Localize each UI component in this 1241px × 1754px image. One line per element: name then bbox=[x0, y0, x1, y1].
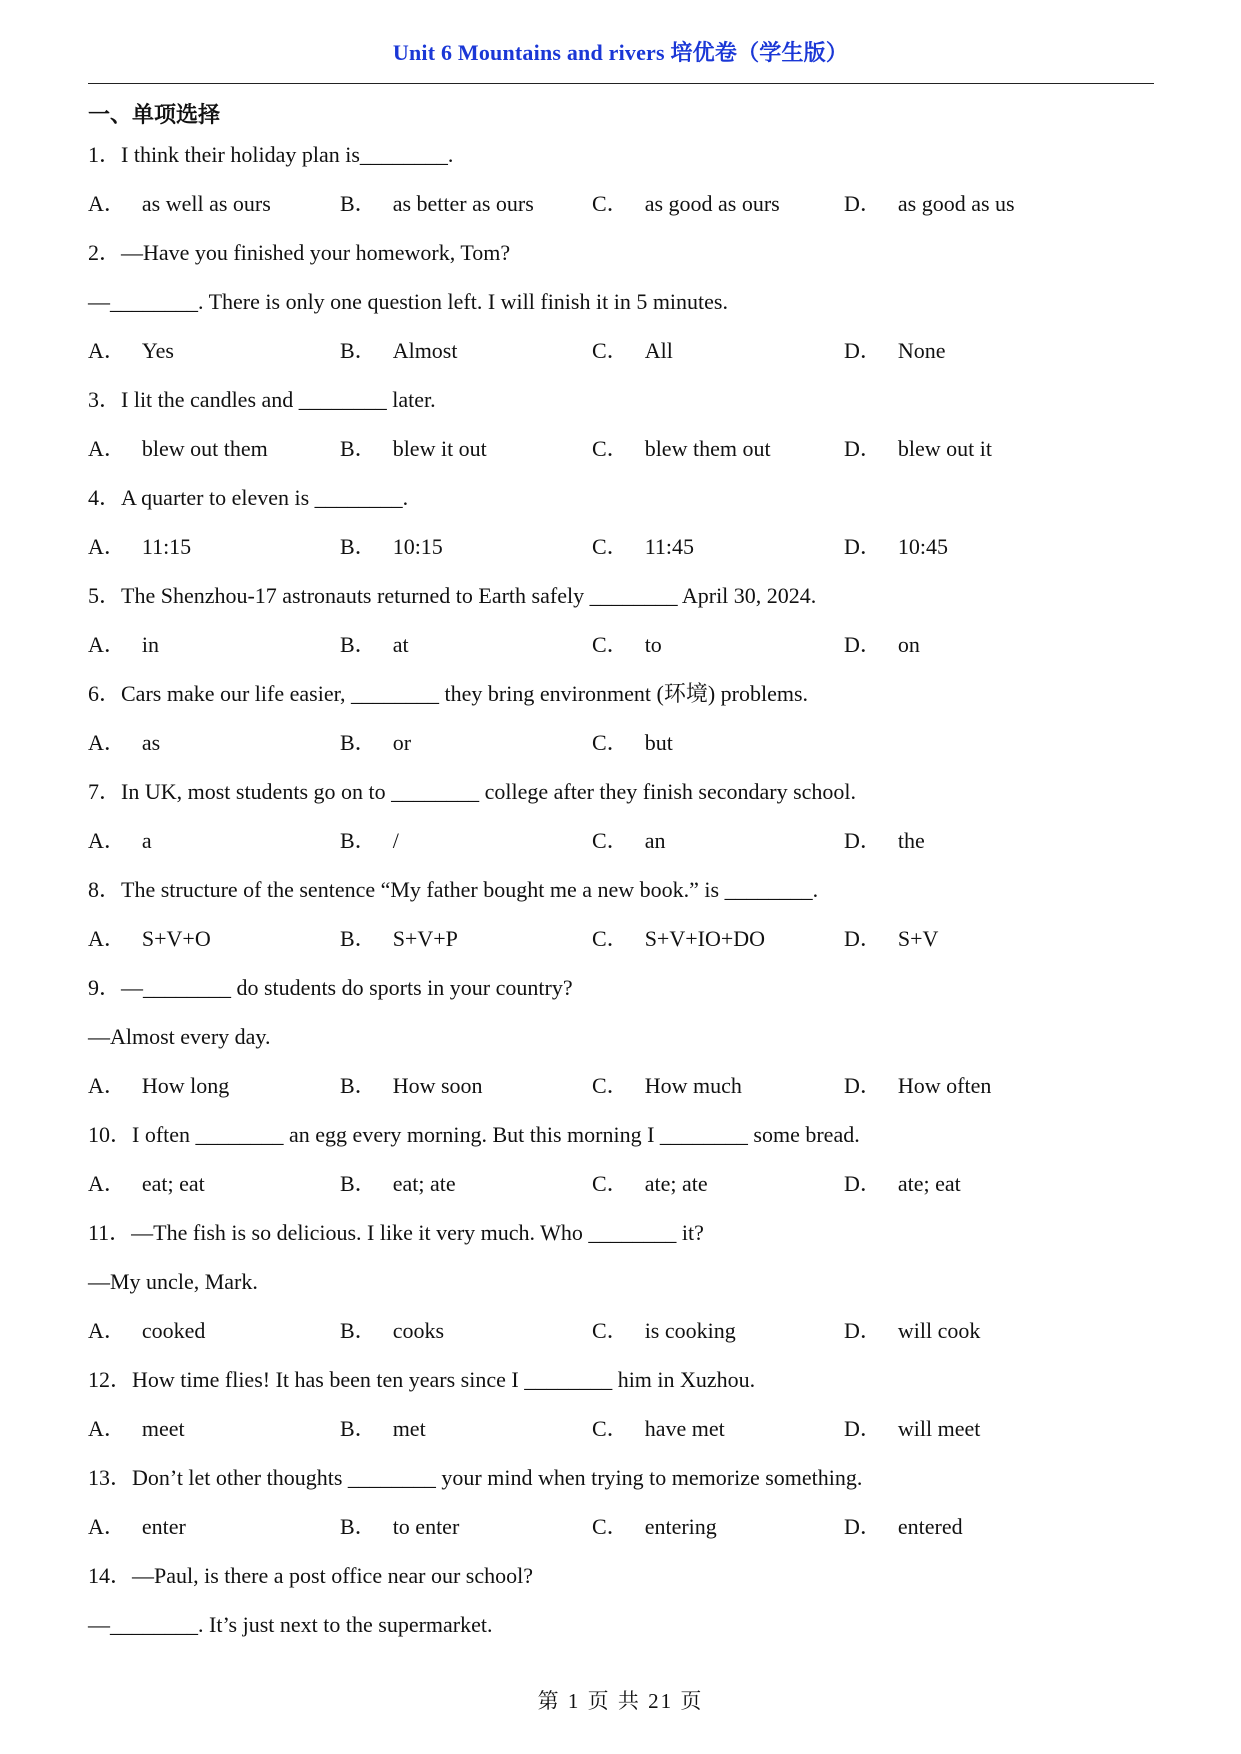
answer-option bbox=[88, 534, 192, 559]
question-text: —________. It’s just next to the supermarket. bbox=[88, 1612, 493, 1637]
option-text: entering bbox=[644, 1514, 717, 1539]
option-letter: B． bbox=[340, 828, 377, 853]
answer-option bbox=[844, 632, 920, 657]
option-letter: D． bbox=[844, 1514, 882, 1539]
option-letter: A． bbox=[88, 534, 126, 559]
answer-option bbox=[340, 191, 534, 216]
option-text: eat; eat bbox=[141, 1171, 205, 1196]
option-letter: B． bbox=[340, 730, 377, 755]
option-text: Almost bbox=[392, 338, 458, 363]
option-text: How often bbox=[897, 1073, 992, 1098]
option-letter: B． bbox=[340, 338, 377, 363]
answer-options bbox=[88, 730, 1154, 782]
option-text: as well as ours bbox=[141, 191, 271, 216]
option-letter: D． bbox=[844, 436, 882, 461]
option-letter: C． bbox=[592, 338, 629, 363]
question-list bbox=[88, 142, 1154, 1664]
answer-options bbox=[88, 338, 1154, 390]
question-text: 1．I think their holiday plan is________. bbox=[88, 142, 454, 167]
answer-option bbox=[88, 828, 152, 853]
answer-options bbox=[88, 1073, 1154, 1125]
option-letter: D． bbox=[844, 1073, 882, 1098]
option-letter: D． bbox=[844, 338, 882, 363]
option-letter: C． bbox=[592, 436, 629, 461]
option-letter: C． bbox=[592, 632, 629, 657]
answer-option bbox=[88, 1318, 206, 1343]
option-letter: A． bbox=[88, 1416, 126, 1441]
option-text: S+V+IO+DO bbox=[644, 926, 766, 951]
option-letter: A． bbox=[88, 1318, 126, 1343]
option-text: blew them out bbox=[644, 436, 771, 461]
option-text: a bbox=[141, 828, 152, 853]
answer-option bbox=[592, 730, 673, 755]
option-text: to enter bbox=[392, 1514, 460, 1539]
answer-option bbox=[844, 1171, 961, 1196]
question-text: 11．—The fish is so delicious. I like it very much. Who ________ it? bbox=[88, 1220, 704, 1245]
question-text: 8．The structure of the sentence “My father bought me a new book.” is ________. bbox=[88, 877, 819, 902]
option-text: the bbox=[897, 828, 925, 853]
option-letter: C． bbox=[592, 926, 629, 951]
answer-option bbox=[88, 1171, 205, 1196]
option-letter: B． bbox=[340, 436, 377, 461]
answer-option bbox=[592, 1073, 742, 1098]
option-letter: C． bbox=[592, 1171, 629, 1196]
answer-option bbox=[844, 1318, 981, 1343]
option-letter: B． bbox=[340, 1514, 377, 1539]
answer-options bbox=[88, 1416, 1154, 1468]
option-letter: B． bbox=[340, 1416, 377, 1441]
option-letter: D． bbox=[844, 1171, 882, 1196]
option-letter: B． bbox=[340, 1318, 377, 1343]
option-letter: A． bbox=[88, 828, 126, 853]
option-text: as good as us bbox=[897, 191, 1015, 216]
answer-option bbox=[88, 730, 161, 755]
option-letter: B． bbox=[340, 534, 377, 559]
option-letter: A． bbox=[88, 1171, 126, 1196]
answer-option bbox=[592, 1514, 717, 1539]
question-text: 9．—________ do students do sports in your country? bbox=[88, 975, 573, 1000]
option-letter: B． bbox=[340, 1073, 377, 1098]
option-letter: C． bbox=[592, 1073, 629, 1098]
answer-option bbox=[592, 1318, 736, 1343]
option-letter: D． bbox=[844, 926, 882, 951]
question-text: 5．The Shenzhou-17 astronauts returned to Earth safely ________ April 30, 2024. bbox=[88, 583, 817, 608]
option-text: ate; eat bbox=[897, 1171, 961, 1196]
answer-option bbox=[592, 534, 694, 559]
option-text: at bbox=[392, 632, 409, 657]
answer-option bbox=[592, 926, 766, 951]
option-text: All bbox=[644, 338, 673, 363]
option-letter: D． bbox=[844, 534, 882, 559]
question-text: 7．In UK, most students go on to ________ college after they finish secondary school. bbox=[88, 779, 857, 804]
option-text: in bbox=[141, 632, 160, 657]
option-text: as better as ours bbox=[392, 191, 534, 216]
question-text: 3．I lit the candles and ________ later. bbox=[88, 387, 436, 412]
option-text: on bbox=[897, 632, 920, 657]
answer-option bbox=[844, 1514, 963, 1539]
option-text: How much bbox=[644, 1073, 742, 1098]
answer-option bbox=[340, 1514, 460, 1539]
answer-option bbox=[844, 926, 939, 951]
question-text: —Almost every day. bbox=[88, 1024, 271, 1049]
option-letter: C． bbox=[592, 534, 629, 559]
option-letter: C． bbox=[592, 191, 629, 216]
option-text: How soon bbox=[392, 1073, 483, 1098]
option-text: / bbox=[392, 828, 399, 853]
question-text: 4．A quarter to eleven is ________. bbox=[88, 485, 409, 510]
question-text: —My uncle, Mark. bbox=[88, 1269, 258, 1294]
answer-option bbox=[592, 828, 666, 853]
option-text: None bbox=[897, 338, 946, 363]
question-text: 13．Don’t let other thoughts ________ your mind when trying to memorize something. bbox=[88, 1465, 863, 1490]
answer-option bbox=[340, 926, 458, 951]
answer-option bbox=[340, 338, 458, 363]
answer-options bbox=[88, 436, 1154, 488]
option-text: eat; ate bbox=[392, 1171, 456, 1196]
answer-option bbox=[340, 632, 409, 657]
option-text: or bbox=[392, 730, 412, 755]
option-text: 11:45 bbox=[644, 534, 694, 559]
option-text: blew out it bbox=[897, 436, 992, 461]
option-text: is cooking bbox=[644, 1318, 736, 1343]
option-letter: B． bbox=[340, 632, 377, 657]
option-text: met bbox=[392, 1416, 426, 1441]
option-text: ate; ate bbox=[644, 1171, 708, 1196]
question-text: 14．—Paul, is there a post office near our school? bbox=[88, 1563, 533, 1588]
answer-option bbox=[340, 1318, 445, 1343]
question-text: 6．Cars make our life easier, ________ they bring environment (环境) problems. bbox=[88, 681, 809, 706]
answer-option bbox=[844, 828, 925, 853]
option-letter: B． bbox=[340, 1171, 377, 1196]
answer-option bbox=[88, 436, 268, 461]
answer-option bbox=[88, 926, 211, 951]
answer-option bbox=[88, 632, 160, 657]
option-letter: D． bbox=[844, 191, 882, 216]
option-letter: C． bbox=[592, 730, 629, 755]
option-text: How long bbox=[141, 1073, 230, 1098]
answer-option bbox=[340, 1171, 456, 1196]
option-text: to bbox=[644, 632, 662, 657]
option-text: 10:45 bbox=[897, 534, 949, 559]
question-text: 10．I often ________ an egg every morning. But this morning I ________ some bread. bbox=[88, 1122, 860, 1147]
option-text: S+V bbox=[897, 926, 939, 951]
header-divider bbox=[88, 83, 1154, 84]
answer-option bbox=[592, 338, 673, 363]
answer-options bbox=[88, 191, 1154, 243]
answer-option bbox=[340, 1073, 483, 1098]
option-text: entered bbox=[897, 1514, 963, 1539]
answer-option bbox=[844, 534, 949, 559]
answer-option bbox=[844, 1073, 992, 1098]
answer-options bbox=[88, 1318, 1154, 1370]
option-letter: A． bbox=[88, 632, 126, 657]
answer-option bbox=[88, 191, 271, 216]
option-letter: A． bbox=[88, 730, 126, 755]
answer-option bbox=[88, 1416, 185, 1441]
option-letter: A． bbox=[88, 191, 126, 216]
option-text: blew it out bbox=[392, 436, 487, 461]
option-letter: A． bbox=[88, 1514, 126, 1539]
answer-option bbox=[592, 1171, 708, 1196]
question-text: 2．—Have you finished your homework, Tom? bbox=[88, 240, 511, 265]
option-letter: C． bbox=[592, 1514, 629, 1539]
option-text: as bbox=[141, 730, 161, 755]
option-letter: A． bbox=[88, 926, 126, 951]
answer-option bbox=[340, 1416, 426, 1441]
option-letter: B． bbox=[340, 191, 377, 216]
option-letter: C． bbox=[592, 828, 629, 853]
option-text: S+V+P bbox=[392, 926, 458, 951]
answer-option bbox=[340, 828, 399, 853]
option-text: will meet bbox=[897, 1416, 981, 1441]
answer-option bbox=[844, 191, 1015, 216]
answer-options bbox=[88, 828, 1154, 880]
answer-options bbox=[88, 1514, 1154, 1566]
answer-option bbox=[844, 436, 992, 461]
option-text: 11:15 bbox=[141, 534, 192, 559]
answer-options bbox=[88, 926, 1154, 978]
section-title: 一、单项选择 bbox=[88, 102, 221, 127]
answer-options bbox=[88, 534, 1154, 586]
option-text: cooked bbox=[141, 1318, 206, 1343]
answer-option bbox=[340, 436, 487, 461]
answer-option bbox=[88, 1073, 230, 1098]
option-text: an bbox=[644, 828, 666, 853]
option-text: have met bbox=[644, 1416, 725, 1441]
question-text: 12．How time flies! It has been ten years since I ________ him in Xuzhou. bbox=[88, 1367, 756, 1392]
option-letter: D． bbox=[844, 632, 882, 657]
option-letter: D． bbox=[844, 1318, 882, 1343]
option-text: 10:15 bbox=[392, 534, 443, 559]
option-text: S+V+O bbox=[141, 926, 211, 951]
answer-option bbox=[592, 632, 662, 657]
page-footer: 第 1 页 共 21 页 bbox=[537, 1689, 704, 1713]
option-text: but bbox=[644, 730, 673, 755]
answer-option bbox=[340, 730, 412, 755]
option-letter: D． bbox=[844, 828, 882, 853]
option-text: Yes bbox=[141, 338, 174, 363]
answer-option bbox=[88, 338, 174, 363]
option-letter: C． bbox=[592, 1318, 629, 1343]
option-text: cooks bbox=[392, 1318, 445, 1343]
answer-option bbox=[592, 1416, 725, 1441]
option-letter: C． bbox=[592, 1416, 629, 1441]
option-text: blew out them bbox=[141, 436, 268, 461]
option-letter: A． bbox=[88, 338, 126, 363]
answer-option bbox=[88, 1514, 186, 1539]
option-text: meet bbox=[141, 1416, 185, 1441]
answer-option bbox=[592, 191, 780, 216]
option-letter: A． bbox=[88, 436, 126, 461]
option-letter: A． bbox=[88, 1073, 126, 1098]
answer-option bbox=[844, 1416, 981, 1441]
option-text: enter bbox=[141, 1514, 186, 1539]
option-text: will cook bbox=[897, 1318, 981, 1343]
option-text: as good as ours bbox=[644, 191, 780, 216]
question-text: —________. There is only one question left. I will finish it in 5 minutes. bbox=[88, 289, 728, 314]
document-title: Unit 6 Mountains and rivers 培优卷（学生版） bbox=[392, 40, 849, 65]
option-letter: D． bbox=[844, 1416, 882, 1441]
answer-option bbox=[844, 338, 946, 363]
answer-options bbox=[88, 632, 1154, 684]
answer-option bbox=[340, 534, 443, 559]
answer-options bbox=[88, 1171, 1154, 1223]
answer-option bbox=[592, 436, 771, 461]
option-letter: B． bbox=[340, 926, 377, 951]
